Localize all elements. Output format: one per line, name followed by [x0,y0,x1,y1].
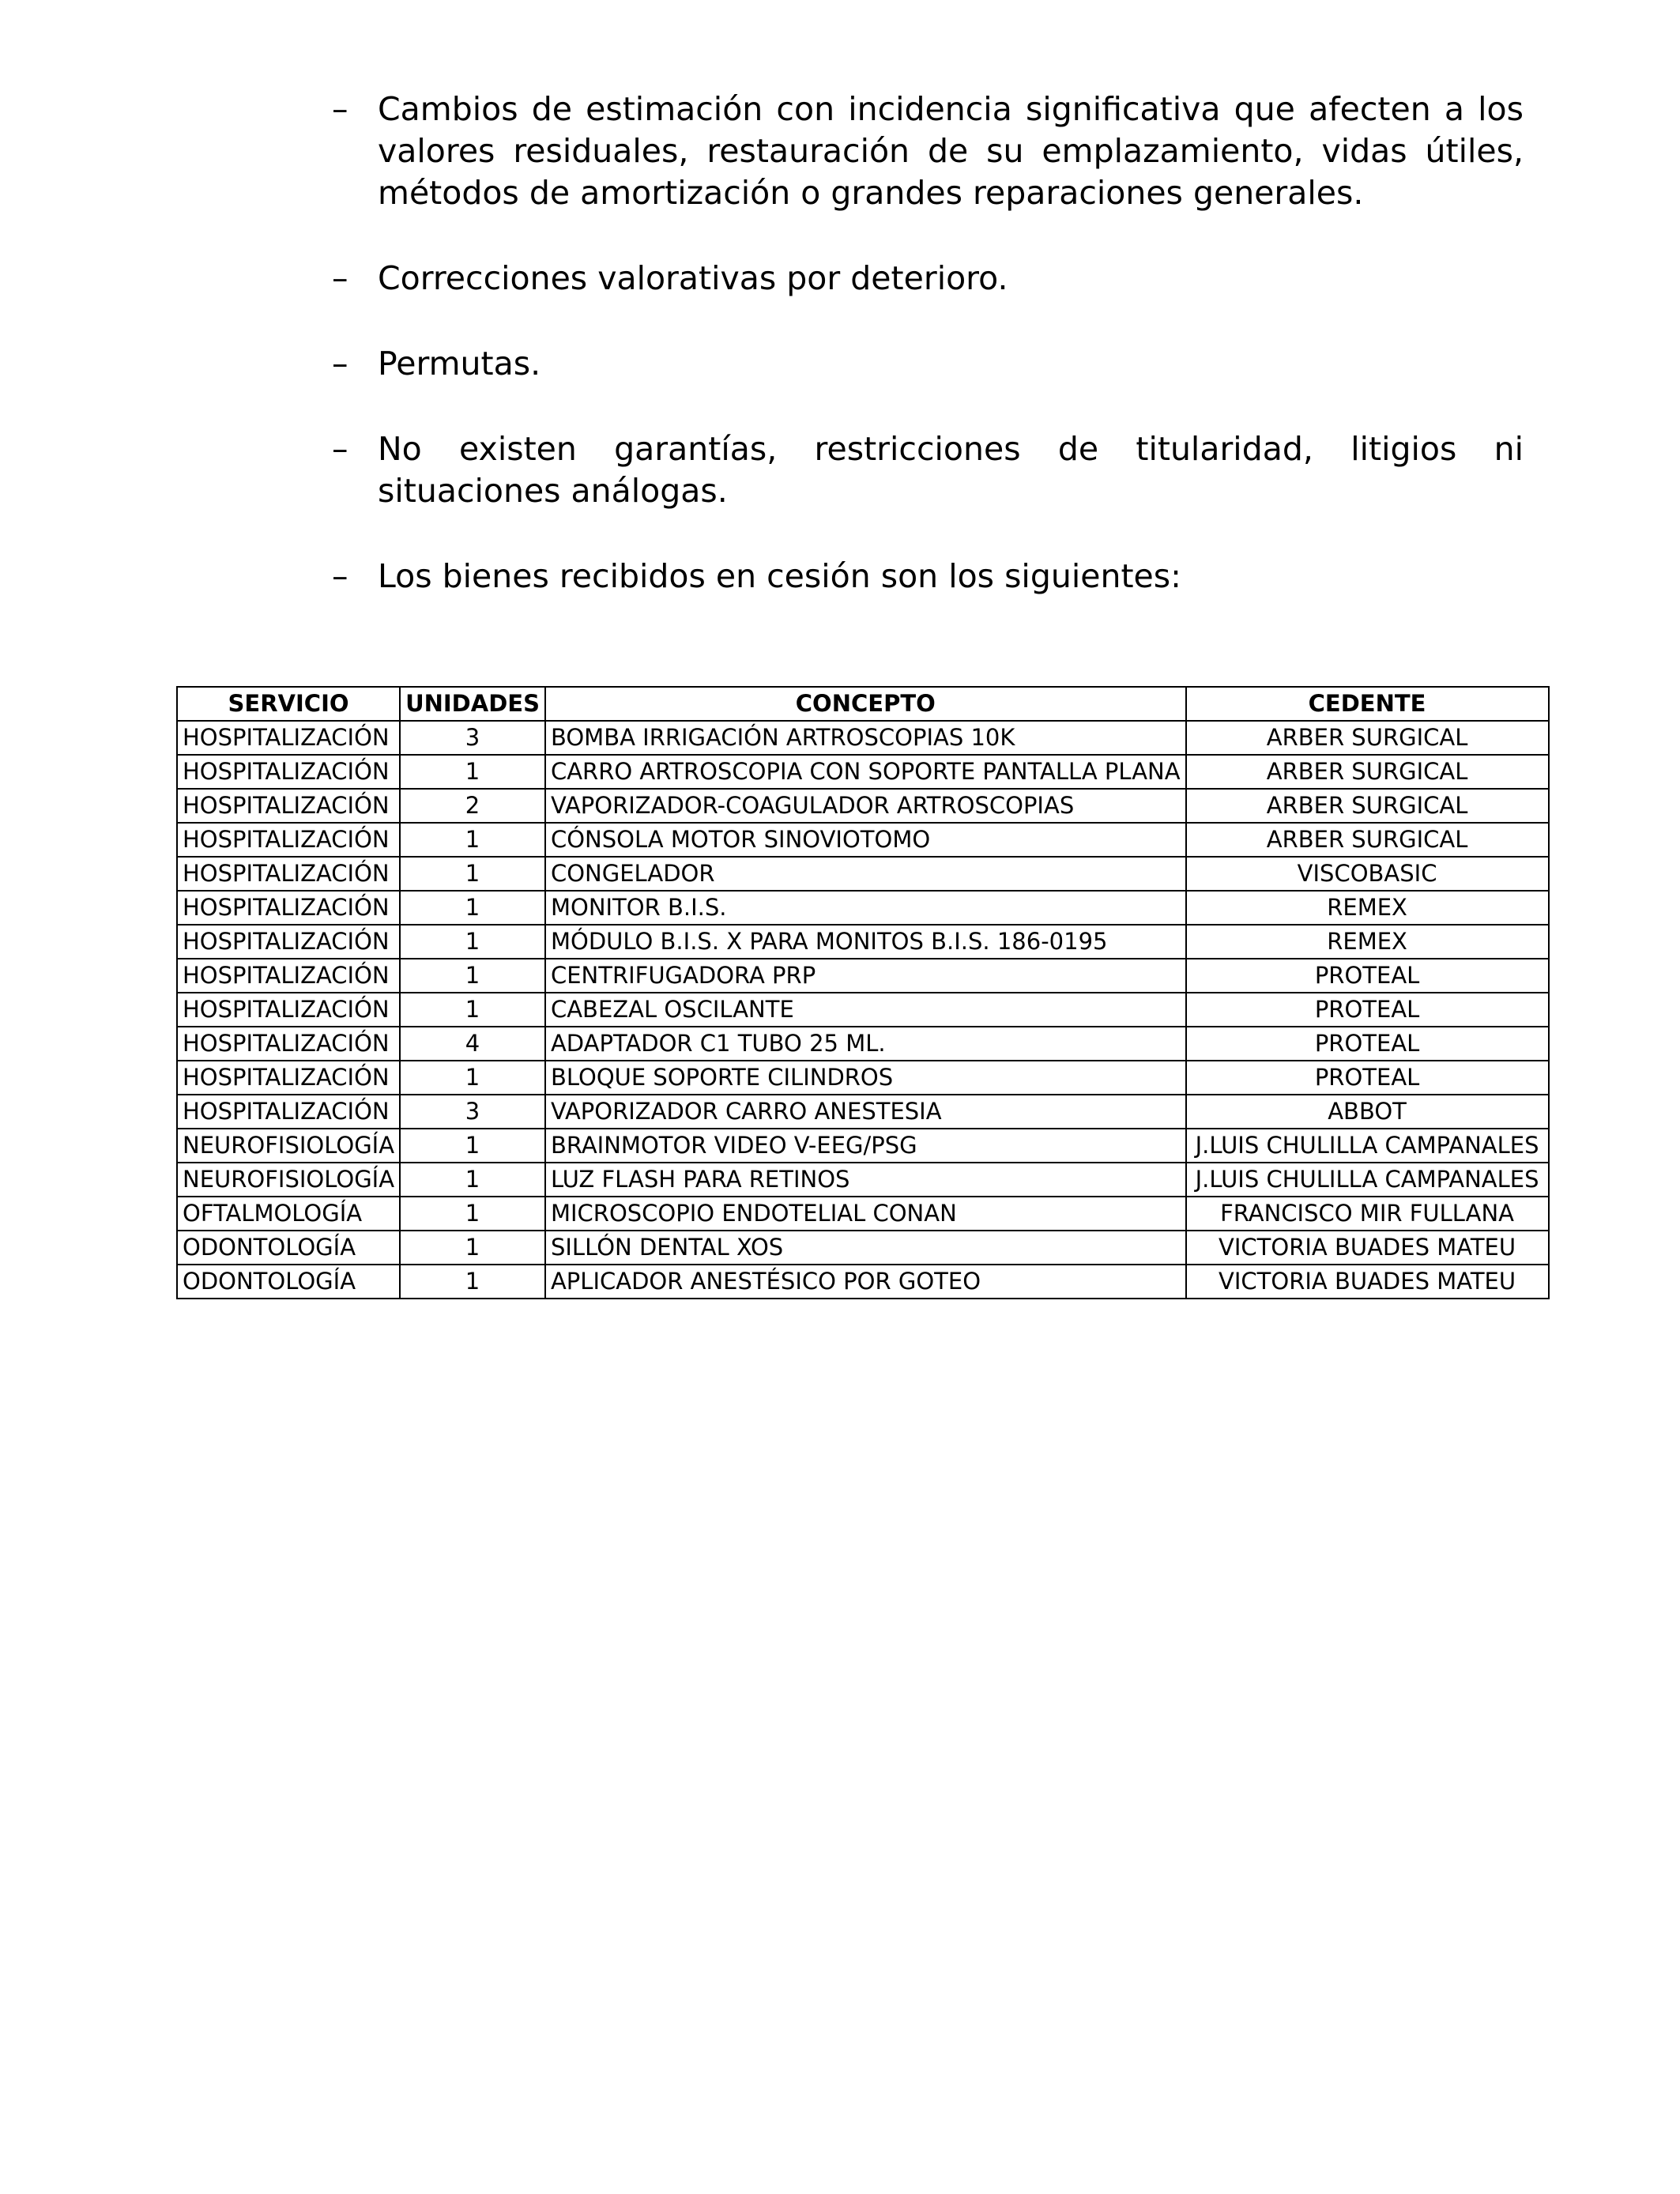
cell-cedente: FRANCISCO MIR FULLANA [1186,1197,1549,1231]
cell-servicio: ODONTOLOGÍA [177,1231,400,1265]
cell-concepto: MICROSCOPIO ENDOTELIAL CONAN [545,1197,1186,1231]
bullet-list [332,89,1524,641]
table-row [177,1129,1549,1163]
cell-unidades: 1 [400,1265,545,1299]
cell-unidades: 1 [400,891,545,925]
table-row [177,823,1549,857]
cell-servicio: HOSPITALIZACIÓN [177,823,400,857]
table-row [177,891,1549,925]
cell-concepto: VAPORIZADOR CARRO ANESTESIA [545,1095,1186,1129]
bullet-item [332,428,1524,512]
cell-servicio: HOSPITALIZACIÓN [177,993,400,1027]
cell-concepto: APLICADOR ANESTÉSICO POR GOTEO [545,1265,1186,1299]
cell-servicio: HOSPITALIZACIÓN [177,721,400,755]
header-unidades: UNIDADES [400,687,545,721]
table-row [177,789,1549,823]
cell-cedente: J.LUIS CHULILLA CAMPANALES [1186,1163,1549,1197]
bullet-dash: – [332,90,348,128]
bullet-item [332,556,1524,598]
cell-concepto: BLOQUE SOPORTE CILINDROS [545,1061,1186,1095]
cell-cedente: ARBER SURGICAL [1186,789,1549,823]
table-row [177,857,1549,891]
bullet-dash: – [332,557,348,595]
cell-cedente: PROTEAL [1186,1061,1549,1095]
cell-unidades: 1 [400,755,545,789]
cell-servicio: HOSPITALIZACIÓN [177,789,400,823]
cell-servicio: HOSPITALIZACIÓN [177,1095,400,1129]
bullet-dash: – [332,259,348,297]
cell-unidades: 3 [400,1095,545,1129]
table-row [177,993,1549,1027]
cell-concepto: CONGELADOR [545,857,1186,891]
cell-unidades: 1 [400,857,545,891]
bullet-text: Los bienes recibidos en cesión son los siguientes: [378,557,1181,595]
cell-servicio: OFTALMOLOGÍA [177,1197,400,1231]
cell-unidades: 2 [400,789,545,823]
table-row [177,1197,1549,1231]
table-row [177,959,1549,993]
cell-servicio: HOSPITALIZACIÓN [177,1061,400,1095]
cell-concepto: LUZ FLASH PARA RETINOS [545,1163,1186,1197]
cell-unidades: 1 [400,1129,545,1163]
bullet-text: Cambios de estimación con incidencia significativa que afecten a los valores residuales, restauración de su emplazamiento, vidas útiles, métodos de amortización o grandes reparaciones generales. [378,90,1524,212]
cell-concepto: BRAINMOTOR VIDEO V-EEG/PSG [545,1129,1186,1163]
cell-servicio: HOSPITALIZACIÓN [177,959,400,993]
cell-concepto: SILLÓN DENTAL XOS [545,1231,1186,1265]
cell-servicio: NEUROFISIOLOGÍA [177,1163,400,1197]
cell-unidades: 1 [400,1061,545,1095]
table-row [177,925,1549,959]
cell-servicio: HOSPITALIZACIÓN [177,755,400,789]
cell-unidades: 1 [400,1231,545,1265]
cell-servicio: HOSPITALIZACIÓN [177,891,400,925]
table-row [177,1027,1549,1061]
table-row [177,755,1549,789]
cell-cedente: VICTORIA BUADES MATEU [1186,1265,1549,1299]
assets-table-container [176,686,1550,1299]
cell-servicio: HOSPITALIZACIÓN [177,925,400,959]
bullet-text: Correcciones valorativas por deterioro. [378,259,1008,297]
cell-concepto: VAPORIZADOR-COAGULADOR ARTROSCOPIAS [545,789,1186,823]
cell-servicio: ODONTOLOGÍA [177,1265,400,1299]
cell-unidades: 1 [400,959,545,993]
cell-cedente: VICTORIA BUADES MATEU [1186,1231,1549,1265]
cell-concepto: CENTRIFUGADORA PRP [545,959,1186,993]
header-cedente: CEDENTE [1186,687,1549,721]
bullet-dash: – [332,430,348,468]
cell-cedente: ARBER SURGICAL [1186,823,1549,857]
bullet-item [332,343,1524,385]
cell-unidades: 1 [400,823,545,857]
cell-servicio: HOSPITALIZACIÓN [177,857,400,891]
table-header-row [177,687,1549,721]
cell-servicio: HOSPITALIZACIÓN [177,1027,400,1061]
table-row [177,1163,1549,1197]
table-row [177,1095,1549,1129]
cell-concepto: CABEZAL OSCILANTE [545,993,1186,1027]
table-row [177,1231,1549,1265]
cell-cedente: ABBOT [1186,1095,1549,1129]
cell-cedente: J.LUIS CHULILLA CAMPANALES [1186,1129,1549,1163]
bullet-item [332,89,1524,214]
table-body [177,721,1549,1299]
cell-unidades: 4 [400,1027,545,1061]
cell-concepto: BOMBA IRRIGACIÓN ARTROSCOPIAS 10K [545,721,1186,755]
cell-unidades: 3 [400,721,545,755]
cell-concepto: MONITOR B.I.S. [545,891,1186,925]
bullet-text: Permutas. [378,345,541,383]
cell-unidades: 1 [400,1197,545,1231]
cell-concepto: MÓDULO B.I.S. X PARA MONITOS B.I.S. 186-0195 [545,925,1186,959]
bullet-text: No existen garantías, restricciones de titularidad, litigios ni situaciones análogas. [378,430,1524,510]
cell-cedente: REMEX [1186,925,1549,959]
cell-concepto: ADAPTADOR C1 TUBO 25 ML. [545,1027,1186,1061]
table-row [177,1061,1549,1095]
cell-cedente: REMEX [1186,891,1549,925]
cell-cedente: ARBER SURGICAL [1186,755,1549,789]
cell-cedente: PROTEAL [1186,959,1549,993]
cell-cedente: VISCOBASIC [1186,857,1549,891]
header-concepto: CONCEPTO [545,687,1186,721]
cell-unidades: 1 [400,1163,545,1197]
cell-concepto: CÓNSOLA MOTOR SINOVIOTOMO [545,823,1186,857]
cell-cedente: ARBER SURGICAL [1186,721,1549,755]
cell-cedente: PROTEAL [1186,1027,1549,1061]
cell-cedente: PROTEAL [1186,993,1549,1027]
bullet-item [332,258,1524,300]
header-servicio: SERVICIO [177,687,400,721]
table-row [177,721,1549,755]
cell-concepto: CARRO ARTROSCOPIA CON SOPORTE PANTALLA PLANA [545,755,1186,789]
assets-table [176,686,1550,1299]
table-row [177,1265,1549,1299]
bullet-dash: – [332,345,348,383]
cell-servicio: NEUROFISIOLOGÍA [177,1129,400,1163]
cell-unidades: 1 [400,925,545,959]
cell-unidades: 1 [400,993,545,1027]
